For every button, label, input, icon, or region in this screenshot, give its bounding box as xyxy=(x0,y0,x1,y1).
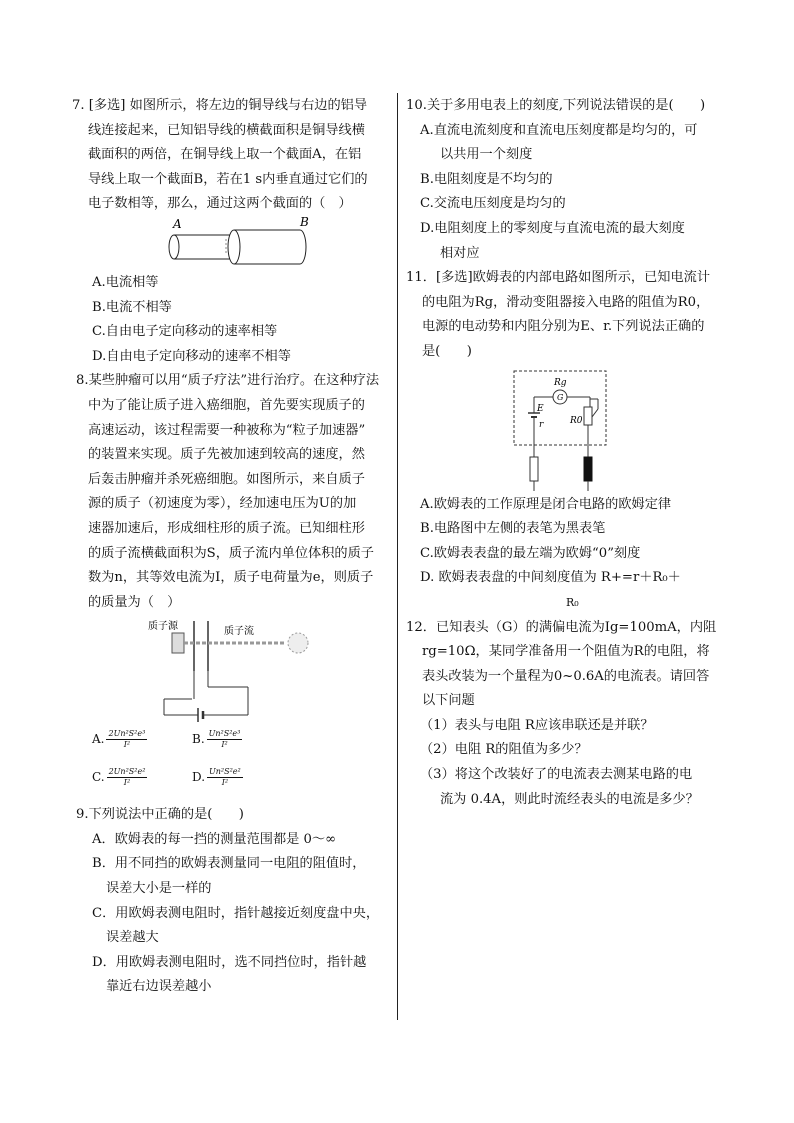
ohmmeter-figure xyxy=(406,365,728,493)
q9-option-a: A．欧姆表的每一挡的测量范围都是 0～∞ xyxy=(92,831,337,847)
q9-title: 9.下列说法中正确的是( ) xyxy=(76,807,244,823)
question-8 xyxy=(72,369,394,803)
q9-option-c: C．用欧姆表测电阻时，指针越接近刻度盘中央， xyxy=(92,905,380,921)
ohmmeter-circuit-diagram xyxy=(406,365,728,493)
q9-option-d: D．用欧姆表测电阻时，选不同挡位时，指针越 xyxy=(92,954,367,970)
question-7 xyxy=(72,94,394,369)
q8-line: 源的质子（初速度为零），经加速电压为U的加 xyxy=(88,496,357,512)
accelerator-diagram xyxy=(72,615,394,723)
q7-option-b: B.电流不相等 xyxy=(92,299,172,315)
conductor-diagram xyxy=(72,217,394,271)
q8-option-d xyxy=(192,765,243,790)
option-letter: B. xyxy=(192,732,205,747)
q10-option-b: B.电阻刻度是不均匀的 xyxy=(420,171,553,187)
q7-line: 导线上取一个截面B，若在1 s内垂直通过它们的 xyxy=(88,171,368,187)
q9-option-c-cont: 误差越大 xyxy=(106,930,159,946)
q7-option-a: A.电流相等 xyxy=(92,274,159,290)
q8-line: 后轰击肿瘤并杀死癌细胞。如图所示，来自质子 xyxy=(88,471,365,487)
denominator: I² xyxy=(123,778,131,788)
q12-line: rg=10Ω，某同学准备用一个阻值为R的电阻，将 xyxy=(422,644,710,660)
q11-line: 的电阻为Rg，滑动变阻器接入电路的阻值为R0， xyxy=(422,294,710,310)
label-rg: Rg xyxy=(554,377,567,388)
question-11 xyxy=(406,266,728,615)
q8-line: 速器加速后，形成细柱形的质子流。已知细柱形 xyxy=(88,520,365,536)
q7-line: 7. [多选] 如图所示，将左边的铜导线与右边的铝导 xyxy=(72,98,368,113)
q11-option-a: A.欧姆表的工作原理是闭合电路的欧姆定律 xyxy=(420,496,672,512)
label-r0: R0 xyxy=(570,415,583,426)
numerator: 2Un²S²e² xyxy=(108,767,146,777)
q8-line: 的质量为（ ） xyxy=(88,594,181,610)
q9-option-b: B．用不同挡的欧姆表测量同一电阻的阻值时， xyxy=(92,856,366,872)
q8-line: 数为n，其等效电流为I，质子电荷量为e，则质子 xyxy=(88,570,374,586)
label-r: r xyxy=(539,419,544,430)
denominator: I² xyxy=(221,740,228,750)
q12-sub-3: （3）将这个改装好了的电流表去测某电路的电 xyxy=(420,767,693,783)
q8-options-row-2 xyxy=(72,763,394,803)
q11-option-c: C.欧姆表表盘的最左端为欧姆“0”刻度 xyxy=(420,545,641,561)
numerator: 2Un²S²e³ xyxy=(108,729,146,739)
q8-line: 8.某些肿瘤可以用“质子疗法”进行治疗。在这种疗法 xyxy=(76,373,380,389)
q11-option-d-cont: R₀ xyxy=(566,595,579,609)
numerator: Un²S²e² xyxy=(209,767,241,777)
q7-line: 线连接起来，已知铝导线的横截面积是铜导线横 xyxy=(88,122,365,138)
q7-option-c: C.自由电子定向移动的速率相等 xyxy=(92,324,278,340)
numerator: Un²S²e³ xyxy=(208,729,241,739)
q10-option-a: A.直流电流刻度和直流电压刻度都是均匀的，可 xyxy=(420,122,698,138)
label-e: E xyxy=(537,403,544,414)
label-proton-stream: 质子流 xyxy=(224,626,254,638)
q12-line: 以下问题 xyxy=(422,693,475,709)
q12-line: 表头改装为一个量程为0~0.6A的电流表。请回答 xyxy=(422,668,710,684)
denominator: I² xyxy=(221,778,229,788)
label-b: B xyxy=(300,216,309,229)
question-12 xyxy=(406,616,728,813)
option-letter: C. xyxy=(92,770,105,785)
option-letter: D. xyxy=(192,770,206,785)
q8-line: 中为了能让质子进入癌细胞，首先要实现质子的 xyxy=(88,397,365,413)
q10-option-d-cont: 相对应 xyxy=(440,245,480,261)
q8-line: 的装置来实现。质子先被加速到较高的速度，然 xyxy=(88,447,365,463)
q10-option-c: C.交流电压刻度是均匀的 xyxy=(420,196,566,212)
q7-line: 截面积的两倍，在铜导线上取一个截面A，在铝 xyxy=(88,147,362,163)
q7-option-d: D.自由电子定向移动的速率不相等 xyxy=(92,348,291,364)
q11-line: 是( ) xyxy=(422,343,472,359)
q9-option-b-cont: 误差大小是一样的 xyxy=(106,881,212,897)
q9-option-d-cont: 靠近右边误差越小 xyxy=(106,979,212,995)
q8-options-row-1 xyxy=(72,723,394,763)
question-9 xyxy=(72,803,394,1000)
q7-line: 电子数相等，那么，通过这两个截面的（ ） xyxy=(88,196,352,212)
right-column xyxy=(406,94,728,812)
label-g: G xyxy=(557,392,564,402)
q12-sub-2: （2）电阻 R的阻值为多少？ xyxy=(420,742,588,758)
accelerator-figure xyxy=(72,615,394,723)
denominator: I² xyxy=(123,740,131,750)
question-10 xyxy=(406,94,728,266)
column-divider xyxy=(397,93,398,1020)
left-column xyxy=(72,94,394,1000)
q8-line: 高速运动，该过程需要一种被称为“粒子加速器” xyxy=(88,422,366,438)
q8-option-a xyxy=(92,727,147,752)
label-proton-source: 质子源 xyxy=(148,621,178,633)
conductor-figure xyxy=(72,217,394,271)
q11-line: 11．[多选]欧姆表的内部电路如图所示，已知电流计 xyxy=(406,270,711,286)
q10-title: 10.关于多用电表上的刻度,下列说法错误的是( ) xyxy=(406,98,706,113)
q10-option-a-cont: 以共用一个刻度 xyxy=(440,147,533,163)
q11-line: 电源的电动势和内阻分别为E、r.下列说法正确的 xyxy=(422,319,705,335)
option-letter: A. xyxy=(92,732,105,747)
q8-line: 的质子流横截面积为S，质子流内单位体积的质子 xyxy=(88,545,374,561)
q12-sub-3-cont: 流为 0.4A，则此时流经表头的电流是多少？ xyxy=(440,791,699,807)
q10-option-d: D.电阻刻度上的零刻度与直流电流的最大刻度 xyxy=(420,220,685,236)
q12-line: 12．已知表头（G）的满偏电流为Ig=100mA，内阻 xyxy=(406,619,717,635)
q8-option-c xyxy=(92,765,147,790)
q12-sub-1: （1）表头与电阻 R应该串联还是并联？ xyxy=(420,717,654,733)
q11-option-b: B.电路图中左侧的表笔为黑表笔 xyxy=(420,521,606,537)
q11-option-d: D. 欧姆表表盘的中间刻度值为 R+=r＋R₀＋ xyxy=(420,570,681,586)
label-a: A xyxy=(173,216,182,231)
q8-option-b xyxy=(192,727,242,752)
